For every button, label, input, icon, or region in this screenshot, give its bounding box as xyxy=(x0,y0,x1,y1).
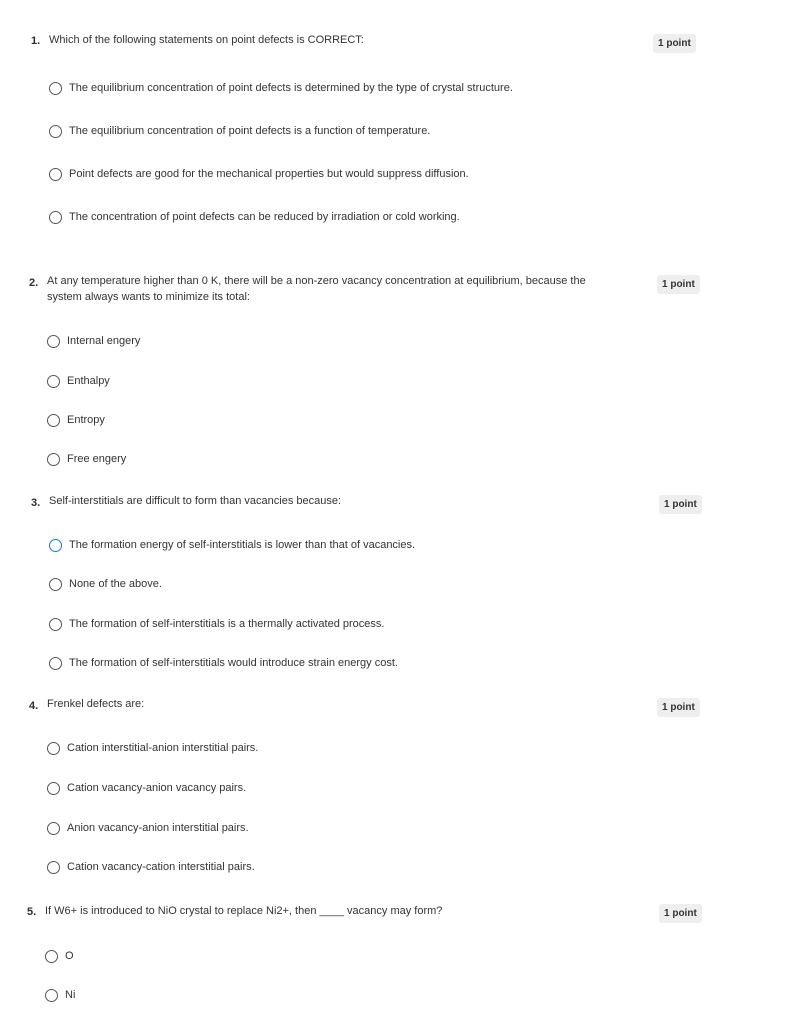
radio-button[interactable] xyxy=(47,782,60,795)
radio-button[interactable] xyxy=(47,453,60,466)
question-text: Self-interstitials are difficult to form than vacancies because: xyxy=(49,495,342,507)
option-label: The formation energy of self-interstitials is lower than that of vacancies. xyxy=(69,539,416,551)
answer-option[interactable] xyxy=(49,535,415,555)
radio-button[interactable] xyxy=(49,125,62,138)
question-text-line-2: system always wants to minimize its total: xyxy=(47,291,250,303)
points-badge: 1 point xyxy=(659,495,702,514)
answer-option[interactable] xyxy=(49,121,430,141)
question-text: Which of the following statements on point defects is CORRECT: xyxy=(49,34,364,46)
option-label: The concentration of point defects can be reduced by irradiation or cold working. xyxy=(69,211,460,223)
question-text: If W6+ is introduced to NiO crystal to replace Ni2+, then ____ vacancy may form? xyxy=(45,905,443,917)
answer-option[interactable] xyxy=(49,207,460,227)
option-label: Cation vacancy-anion vacancy pairs. xyxy=(67,782,247,794)
answer-option[interactable] xyxy=(47,738,258,758)
radio-button[interactable] xyxy=(49,618,62,631)
question-number: 3. xyxy=(31,497,41,509)
answer-option[interactable] xyxy=(45,946,74,966)
question-number: 5. xyxy=(27,906,37,918)
points-badge: 1 point xyxy=(657,275,700,294)
answer-option[interactable] xyxy=(47,818,249,838)
option-label: O xyxy=(65,950,74,962)
option-label: Cation interstitial-anion interstitial pairs. xyxy=(67,742,259,754)
points-badge: 1 point xyxy=(659,904,702,923)
answer-option[interactable] xyxy=(45,985,75,1005)
radio-button[interactable] xyxy=(47,861,60,874)
answer-option[interactable] xyxy=(47,449,126,469)
option-label: The formation of self-interstitials is a thermally activated process. xyxy=(69,618,385,630)
radio-button[interactable] xyxy=(47,414,60,427)
answer-option[interactable] xyxy=(47,331,140,351)
question-number: 1. xyxy=(31,35,41,47)
radio-button[interactable] xyxy=(49,578,62,591)
radio-button[interactable] xyxy=(47,742,60,755)
question-number: 2. xyxy=(29,277,39,289)
option-label: Entropy xyxy=(67,414,105,426)
answer-option[interactable] xyxy=(49,574,162,594)
radio-button[interactable] xyxy=(49,168,62,181)
radio-button[interactable] xyxy=(47,335,60,348)
radio-button[interactable] xyxy=(45,950,58,963)
option-label: Enthalpy xyxy=(67,375,110,387)
answer-option[interactable] xyxy=(47,410,105,430)
option-label: The equilibrium concentration of point defects is determined by the type of crystal structure. xyxy=(69,82,513,94)
radio-button[interactable] xyxy=(49,82,62,95)
option-label: Internal engery xyxy=(67,335,141,347)
question-number: 4. xyxy=(29,700,39,712)
radio-button[interactable] xyxy=(49,539,62,552)
option-label: The formation of self-interstitials would introduce strain energy cost. xyxy=(69,657,398,669)
radio-button[interactable] xyxy=(49,657,62,670)
radio-button[interactable] xyxy=(47,375,60,388)
question-text: Frenkel defects are: xyxy=(47,698,145,710)
answer-option[interactable] xyxy=(49,78,513,98)
points-badge: 1 point xyxy=(653,34,696,53)
answer-option[interactable] xyxy=(49,653,398,673)
option-label: The equilibrium concentration of point defects is a function of temperature. xyxy=(69,125,431,137)
question-text-line-1: At any temperature higher than 0 K, there will be a non-zero vacancy concentration at equilibrium, because the xyxy=(47,275,586,287)
option-label: Point defects are good for the mechanical properties but would suppress diffusion. xyxy=(69,168,469,180)
option-label: Free engery xyxy=(67,453,127,465)
answer-option[interactable] xyxy=(47,857,255,877)
answer-option[interactable] xyxy=(47,371,110,391)
option-label: Ni xyxy=(65,989,76,1001)
radio-button[interactable] xyxy=(49,211,62,224)
option-label: None of the above. xyxy=(69,578,162,590)
points-badge: 1 point xyxy=(657,698,700,717)
answer-option[interactable] xyxy=(47,778,246,798)
radio-button[interactable] xyxy=(47,822,60,835)
radio-button[interactable] xyxy=(45,989,58,1002)
answer-option[interactable] xyxy=(49,164,469,184)
answer-option[interactable] xyxy=(49,614,384,634)
option-label: Anion vacancy-anion interstitial pairs. xyxy=(67,822,249,834)
option-label: Cation vacancy-cation interstitial pairs. xyxy=(67,861,255,873)
